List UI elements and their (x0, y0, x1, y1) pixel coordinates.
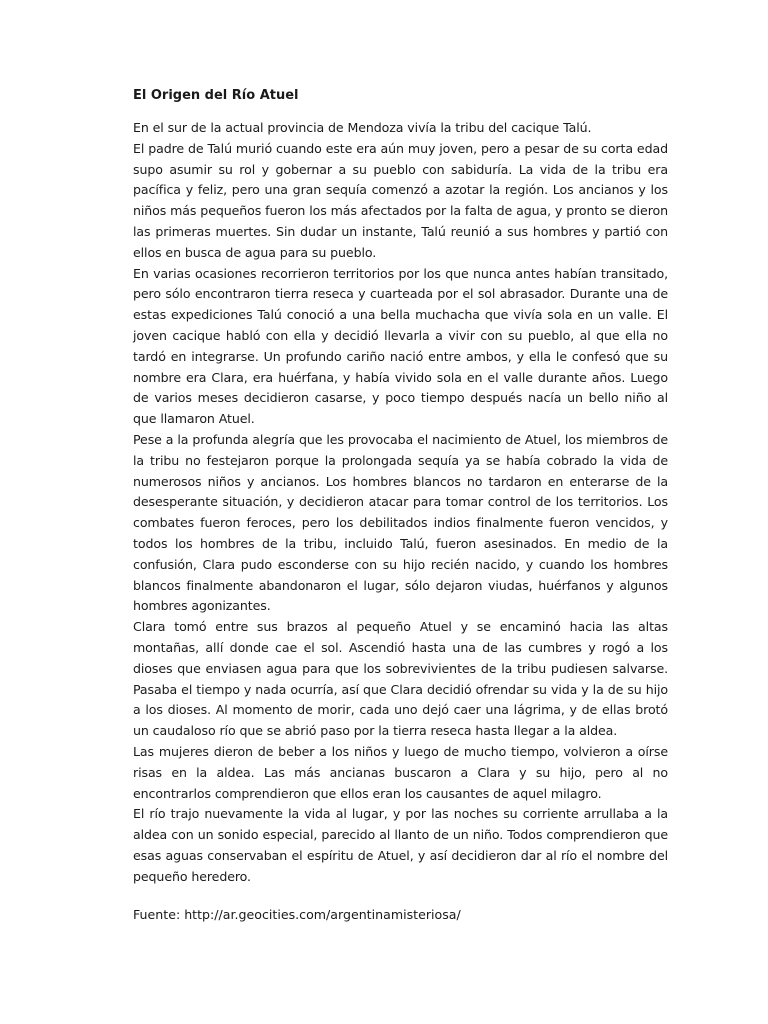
paragraph-3: En varias ocasiones recorrieron territorios por los que nunca antes habían transitado, pero sólo encontraron tierra reseca y cuarteada por el sol abrasador. Durante una de estas expediciones Talú conoció a una bella muchacha que vivía sola en un valle. El joven cacique habló con ella y decidió llevarla a vivir con su pueblo, al que ella no tardó en integrarse. Un profundo cariño nació entre ambos, y ella le confesó que su nombre era Clara, era huérfana, y había vivido sola en el valle durante años. Luego de varios meses decidieron casarse, y poco tiempo después nacía un bello niño al que llamaron Atuel. (133, 265, 668, 427)
paragraph-6: Las mujeres dieron de beber a los niños y luego de mucho tiempo, volvieron a oírse risas en la aldea. Las más ancianas buscaron a Clara y su hijo, pero al no encontrarlos comprendieron que ellos eran los causantes de aquel milagro. (133, 743, 668, 801)
paragraph-2: El padre de Talú murió cuando este era aún muy joven, pero a pesar de su corta edad supo asumir su rol y gobernar a su pueblo con sabiduría. La vida de la tribu era pacífica y feliz, pero una gran sequía comenzó a azotar la región. Los ancianos y los niños más pequeños fueron los más afectados por la falta de agua, y pronto se dieron las primeras muertes. Sin dudar un instante, Talú reunió a sus hombres y partió con ellos en busca de agua para su pueblo. (133, 140, 668, 260)
document-page (133, 86, 668, 926)
paragraph-7: El río trajo nuevamente la vida al lugar, y por las noches su corriente arrullaba a la aldea con un sonido especial, parecido al llanto de un niño. Todos comprendieron que esas aguas conservaban el espíritu de Atuel, y así decidieron dar al río el nombre del pequeño heredero. (133, 806, 668, 884)
source-citation: Fuente: http://ar.geocities.com/argentinamisteriosa/ (133, 907, 461, 923)
paragraph-1: En el sur de la actual provincia de Mendoza vivía la tribu del cacique Talú. (133, 120, 592, 135)
paragraph-4: Pese a la profunda alegría que les provocaba el nacimiento de Atuel, los miembros de la tribu no festejaron porque la prolongada sequía ya se había cobrado la vida de numerosos niños y ancianos. Los hombres blancos no tardaron en enterarse de la desesperante situación, y decidieron atacar para tomar control de los territorios. Los combates fueron feroces, pero los debilitados indios finalmente fueron vencidos, y todos los hombres de la tribu, incluido Talú, fueron asesinados. En medio de la confusión, Clara pudo esconderse con su hijo recién nacido, y cuando los hombres blancos finalmente abandonaron el lugar, sólo dejaron viudas, huérfanos y algunos hombres agonizantes. (133, 431, 668, 614)
paragraph-5: Clara tomó entre sus brazos al pequeño Atuel y se encaminó hacia las altas montañas, allí donde cae el sol. Ascendió hasta una de las cumbres y rogó a los dioses que enviasen agua para que los sobrevivientes de la tribu pudiesen salvarse. Pasaba el tiempo y nada ocurría, así que Clara decidió ofrendar su vida y la de su hijo a los dioses. Al momento de morir, cada uno dejó caer una lágrima, y de ellas brotó un caudaloso río que se abrió paso por la tierra reseca hasta llegar a la aldea. (133, 619, 668, 739)
document-title: El Origen del Río Atuel (133, 88, 299, 103)
